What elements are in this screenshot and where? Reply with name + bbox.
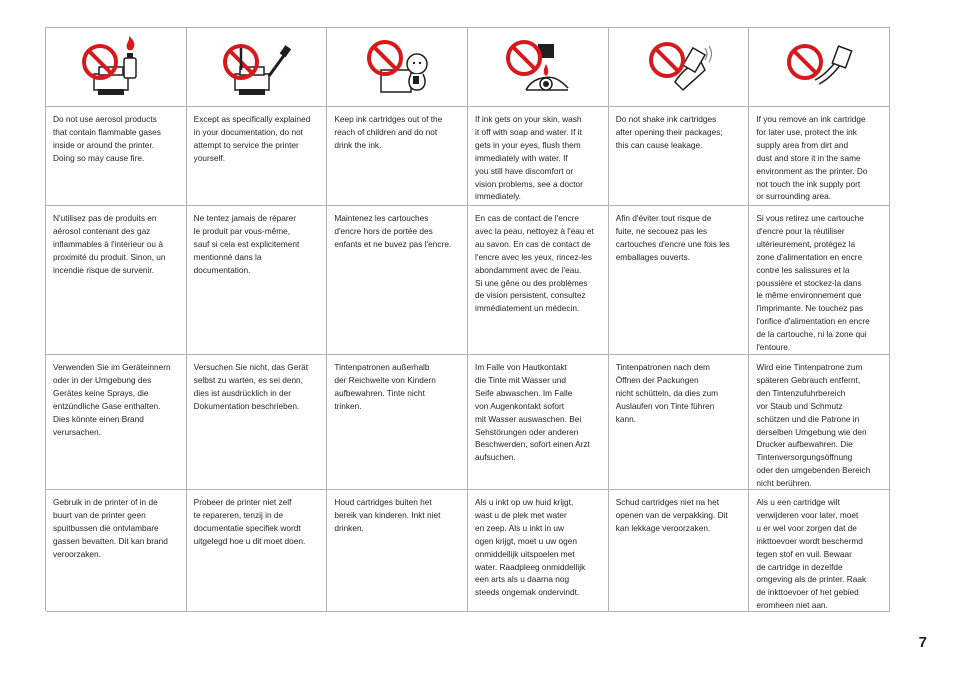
page-number: 7 — [918, 634, 927, 651]
warning-text: Probeer de printer niet zelf te repareren, tenzij in de documentatie specifiek wordt uitgelegd hoe u dit moet doen. — [193, 497, 306, 546]
text-cell — [46, 206, 187, 355]
warning-text: Als u inkt op uw huid krijgt, wast u de plek met water en zeep. Als u inkt in uw ogen krijgt, moet u uw ogen onmiddellijk uitspoelen met water. Raadpleeg onmiddellijk een arts als u daarna nog steeds ongemak ondervindt. — [475, 497, 586, 598]
text-cell — [468, 490, 609, 612]
row-dutch — [46, 490, 890, 612]
icon-cell — [327, 28, 468, 107]
text-cell — [327, 206, 468, 355]
icon-row — [46, 28, 890, 107]
no-shake-cartridge-icon — [629, 32, 729, 102]
text-cell — [187, 355, 328, 490]
text-cell — [609, 206, 750, 355]
icon-cell — [187, 28, 328, 107]
text-cell — [46, 490, 187, 612]
text-cell — [187, 107, 328, 206]
icon-cell — [468, 28, 609, 107]
warning-text: Verwenden Sie im Geräteinnern oder in der Umgebung des Gerätes keine Sprays, die entzündliche Gase enthalten. Dies könnte einen Brand verursachen. — [53, 362, 171, 437]
row-french — [46, 206, 890, 355]
text-cell — [46, 355, 187, 490]
text-cell — [46, 107, 187, 206]
row-german — [46, 355, 890, 490]
text-cell — [468, 107, 609, 206]
text-cell — [609, 355, 750, 490]
text-cell — [327, 355, 468, 490]
text-cell — [327, 490, 468, 612]
icon-cell — [46, 28, 187, 107]
safety-table — [45, 27, 890, 611]
warning-text: Versuchen Sie nicht, das Gerät selbst zu warten, es sei denn, dies ist ausdrücklich in der Dokumentation beschrieben. — [193, 362, 309, 411]
warning-text: Except as specifically explained in your documentation, do not attempt to service the printer yourself. — [193, 114, 311, 163]
warning-text: If ink gets on your skin, wash it off with soap and water. If it gets in your eyes, flush them immediately with water. If you still have discomfort or vision problems, see a doctor immediately. — [475, 114, 583, 202]
ink-on-skin-icon — [488, 32, 588, 102]
warning-text: Gebruik in de printer of in de buurt van de printer geen spuitbussen die ontvlambare gassen bevatten. Dit kan brand veroorzaken. — [53, 497, 168, 559]
text-cell — [187, 206, 328, 355]
text-cell — [609, 107, 750, 206]
text-cell — [468, 206, 609, 355]
warning-text: En cas de contact de l'encre avec la peau, nettoyez à l'eau et au savon. En cas de contact de l'encre avec les yeux, rincez-les abondamment avec de l'eau. Si une gêne ou des problèmes de vision persistent, consultez immédiatement un médecin. — [475, 213, 594, 314]
text-cell — [749, 206, 890, 355]
warning-text: Als u een cartridge wilt verwijderen voor later, moet u er wel voor zorgen dat de inkttoevoer wordt beschermd tegen stof en vuil. Bewaar de cartridge in dezelfde omgeving als de printer. Raak de inkttoevoer of het gebied eromheen niet aan. — [756, 497, 867, 611]
warning-text: Si vous retirez une cartouche d'encre pour la réutiliser ultérieurement, protégez la zone d'alimentation en encre contre les salissures et la poussière et stockez-la dans le même environnement que l'imprimante. Ne touchez pas l'orifice d'alimentation en encre de la cartouche, ni la zone qui l'entoure. — [756, 213, 870, 353]
warning-text: Tintenpatronen nach dem Öffnen der Packungen nicht schütteln, da dies zum Auslaufen von Tinte führen kann. — [615, 362, 719, 424]
text-cell — [468, 355, 609, 490]
warning-text: N'utilisez pas de produits en aérosol contenant des gaz inflammables à l'intérieur ou à proximité du produit. Sinon, un incendie risque de survenir. — [53, 213, 166, 275]
no-aerosol-icon — [66, 32, 166, 102]
warning-text: Do not use aerosol products that contain flammable gases inside or around the printer. Doing so may cause fire. — [53, 114, 161, 163]
warning-text: Houd cartridges buiten het bereik van kinderen. Inkt niet drinken. — [334, 497, 441, 533]
warning-text: Schud cartridges niet na het openen van de verpakking. Dit kan lekkage veroorzaken. — [615, 497, 728, 533]
icon-cell — [609, 28, 750, 107]
text-cell — [187, 490, 328, 612]
warning-text: Maintenez les cartouches d'encre hors de portée des enfants et ne buvez pas l'encre. — [334, 213, 452, 249]
no-self-service-icon — [207, 32, 307, 102]
warning-text: Keep ink cartridges out of the reach of children and do not drink the ink. — [334, 114, 443, 150]
removed-cartridge-storage-icon — [769, 32, 869, 102]
text-cell — [609, 490, 750, 612]
icon-cell — [749, 28, 890, 107]
text-cell — [749, 355, 890, 490]
warning-text: Tintenpatronen außerhalb der Reichweite von Kindern aufbewahren. Tinte nicht trinken. — [334, 362, 436, 411]
warning-text: If you remove an ink cartridge for later use, protect the ink supply area from dirt and dust and store it in the same environment as the printer. Do not touch the ink supply port or surrounding area. — [756, 114, 868, 202]
warning-text: Wird eine Tintenpatrone zum späteren Gebrauch entfernt, den Tintenzufuhrbereich vor Staub und Schmutz schützen und die Patrone in derselben Umgebung wie den Drucker aufbewahren. Die Tintenversorgungsöffnung oder den umgebenden Bereich nicht berühren. — [756, 362, 871, 489]
warning-text: Ne tentez jamais de réparer le produit par vous-même, sauf si cela est explicitement mentionné dans la documentation. — [193, 213, 300, 275]
text-cell — [749, 107, 890, 206]
text-cell — [749, 490, 890, 612]
warning-text: Do not shake ink cartridges after opening their packages; this can cause leakage. — [615, 114, 723, 150]
warning-text: Im Falle von Hautkontakt die Tinte mit Wasser und Seife abwaschen. Im Falle von Augenkontakt sofort mit Wasser auswaschen. Bei Sehstörungen oder anderen Beschwerden, sofort einen Arzt aufsuchen. — [475, 362, 590, 463]
warning-text: Afin d'éviter tout risque de fuite, ne secouez pas les cartouches d'encre une fois les emballages ouverts. — [615, 213, 730, 262]
row-english — [46, 107, 890, 206]
text-cell — [327, 107, 468, 206]
keep-from-children-icon — [347, 32, 447, 102]
